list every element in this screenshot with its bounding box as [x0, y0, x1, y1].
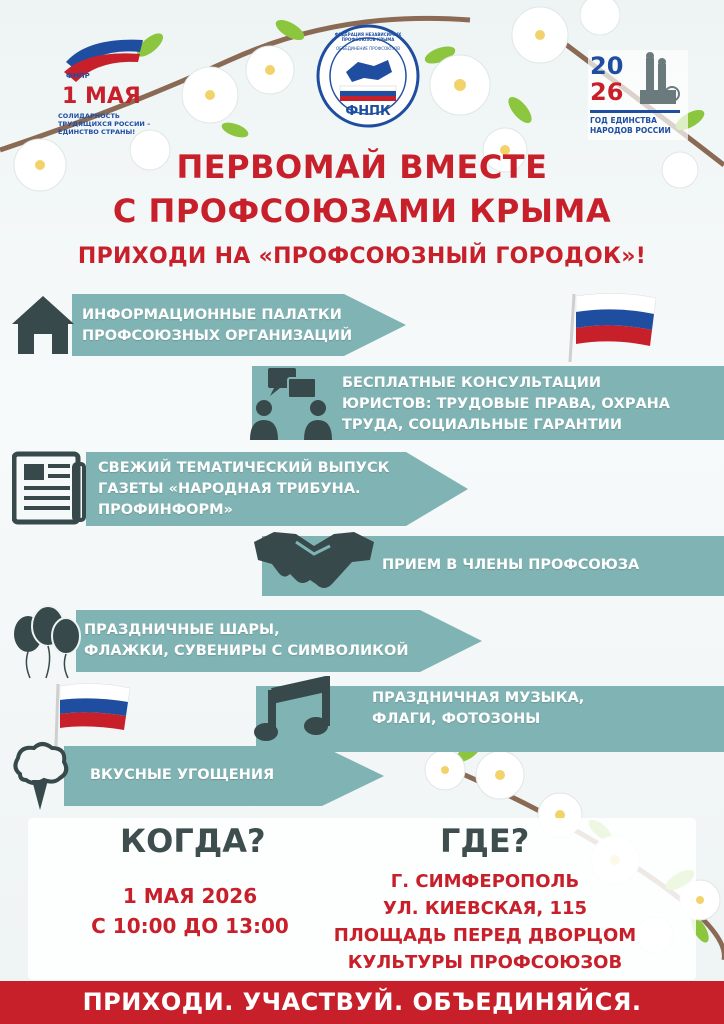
when-heading: КОГДА? — [120, 822, 266, 860]
handshake-icon — [252, 524, 376, 596]
unity-line2: НАРОДОВ РОССИИ — [590, 126, 671, 135]
balloons-icon — [8, 604, 86, 680]
year-of-unity-logo — [588, 50, 688, 140]
where-street: УЛ. КИЕВСКАЯ, 115 — [382, 898, 588, 919]
item-5-line-1: ПРАЗДНИЧНЫЕ ШАРЫ, — [84, 622, 280, 638]
item-3-line-3: ПРОФИНФОРМ» — [98, 502, 233, 518]
headline-line2: С ПРОФСОЮЗАМИ КРЫМА — [112, 192, 612, 230]
item-6-line-2: ФЛАГИ, ФОТОЗОНЫ — [372, 711, 541, 727]
item-2-text — [342, 373, 670, 436]
fnpk-logo — [316, 24, 420, 128]
where-city: Г. СИМФЕРОПОЛЬ — [390, 871, 580, 892]
fnpk-abbr: ФНПК — [345, 104, 391, 119]
where-place-line1: ПЛОЩАДЬ ПЕРЕД ДВОРЦОМ — [333, 925, 637, 946]
item-6-line-1: ПРАЗДНИЧНАЯ МУЗЫКА, — [372, 690, 585, 706]
year-bottom: 26 — [590, 78, 624, 106]
where-place-line2: КУЛЬТУРЫ ПРОФСОЮЗОВ — [347, 952, 623, 973]
house-icon — [10, 292, 76, 358]
item-6-text — [372, 688, 584, 730]
item-1-line-2: ПРОФСОЮЗНЫХ ОРГАНИЗАЦИЙ — [82, 328, 353, 344]
unity-line1: ГОД ЕДИНСТВА — [590, 116, 657, 125]
fnpk-inner-text: ОБЪЕДИНЕНИЕ ПРОФСОЮЗОВ — [336, 46, 400, 51]
music-note-icon — [254, 676, 330, 744]
monument-icon — [632, 50, 682, 106]
item-5-text — [84, 620, 408, 662]
when-date: 1 МАЯ 2026 — [122, 884, 258, 908]
item-1-text — [82, 305, 352, 347]
where-heading: ГДЕ? — [440, 822, 530, 860]
russia-flag-2 — [54, 680, 134, 746]
may-day-logo — [58, 32, 151, 140]
item-7-text — [90, 765, 274, 786]
consultation-icon — [248, 364, 336, 442]
fnpk-ring-text: ФЕДЕРАЦИЯ НЕЗАВИСИМЫХ ПРОФСОЮЗОВ КРЫМА — [334, 32, 402, 42]
cotton-candy-icon — [10, 740, 72, 812]
item-4-text — [382, 555, 639, 576]
may-day-line1: СОЛИДАРНОСТЬ — [58, 112, 120, 120]
may-day-main-label: 1 МАЯ — [62, 84, 141, 109]
when-time: С 10:00 ДО 13:00 — [91, 914, 289, 938]
may-day-line2: ТРУДЯЩИХСЯ РОССИИ – — [58, 120, 151, 128]
item-7-line-1: ВКУСНЫЕ УГОЩЕНИЯ — [90, 767, 275, 783]
item-3-line-2: ГАЗЕТЫ «НАРОДНАЯ ТРИБУНА. — [98, 481, 361, 497]
russia-flag-1 — [568, 290, 660, 362]
may-day-line3: ЕДИНСТВО СТРАНЫ! — [58, 128, 136, 136]
footer-slogan: ПРИХОДИ. УЧАСТВУЙ. ОБЪЕДИНЯЙСЯ. — [0, 981, 724, 1024]
year-top: 20 — [590, 52, 624, 80]
item-5-line-2: ФЛАЖКИ, СУВЕНИРЫ С СИМВОЛИКОЙ — [84, 643, 409, 659]
newspaper-icon — [12, 450, 88, 526]
item-2-line-1: БЕСПЛАТНЫЕ КОНСУЛЬТАЦИИ — [342, 375, 602, 391]
subtitle: ПРИХОДИ НА «ПРОФСОЮЗНЫЙ ГОРОДОК»! — [77, 244, 647, 269]
item-2-line-2: ЮРИСТОВ: ТРУДОВЫЕ ПРАВА, ОХРАНА — [342, 396, 671, 412]
item-2-line-3: ТРУДА, СОЦИАЛЬНЫЕ ГАРАНТИИ — [342, 417, 622, 433]
may-day-small-label: ФНПР — [66, 72, 90, 80]
item-4-line-1: ПРИЕМ В ЧЛЕНЫ ПРОФСОЮЗА — [382, 557, 640, 573]
item-1-line-1: ИНФОРМАЦИОННЫЕ ПАЛАТКИ — [82, 307, 342, 323]
item-3-text — [98, 458, 389, 521]
headline-line1: ПЕРВОМАЙ ВМЕСТЕ — [176, 148, 548, 186]
item-3-line-1: СВЕЖИЙ ТЕМАТИЧЕСКИЙ ВЫПУСК — [98, 460, 390, 476]
